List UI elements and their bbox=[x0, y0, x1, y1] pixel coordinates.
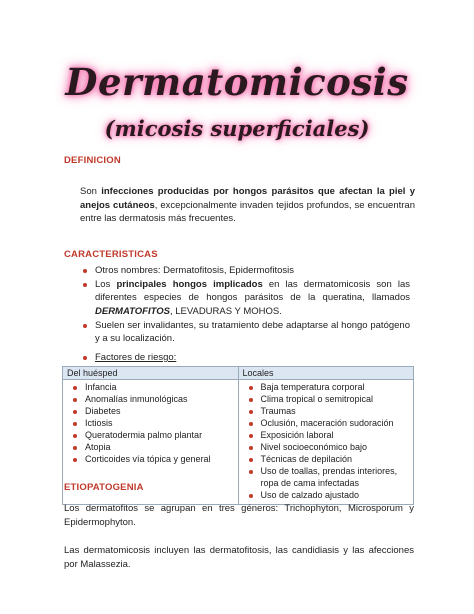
list-item: Uso de calzado ajustado bbox=[241, 489, 412, 501]
etiopatogenia-paragraph-1: Los dermatofitos se agrupan en tres géneros: Trichophyton, Microsporum y Epidermophyton. bbox=[64, 503, 414, 528]
definicion-text-end: , excepcionalmente invaden tejidos profundos, se encuentran entre las dermatosis más frecuentes. bbox=[80, 199, 415, 224]
list-item: Baja temperatura corporal bbox=[241, 381, 412, 393]
list-item: Técnicas de depilación bbox=[241, 453, 412, 465]
factores-de-riesgo-label: Factores de riesgo: bbox=[95, 352, 177, 363]
caracteristicas-list bbox=[80, 264, 410, 345]
table-header-row bbox=[63, 367, 414, 380]
host-factors-list bbox=[65, 381, 236, 465]
list-item: Atopia bbox=[65, 441, 236, 453]
local-factors-list bbox=[241, 381, 412, 501]
column-header-locales: Locales bbox=[238, 367, 414, 380]
column-header-huesped: Del huésped bbox=[63, 367, 239, 380]
definicion-bold: infecciones producidas por hongos parásitos que afectan la piel y anejos cutáneos bbox=[80, 186, 416, 211]
list-item: Diabetes bbox=[65, 405, 236, 417]
caracteristica-hongos-pre: Los bbox=[95, 279, 117, 291]
list-item: Nivel socioeconómico bajo bbox=[241, 441, 412, 453]
list-item bbox=[80, 278, 410, 318]
list-item: Uso de toallas, prendas interiores, ropa de cama infectadas bbox=[241, 465, 412, 489]
list-item: Ictiosis bbox=[65, 417, 236, 429]
page-subtitle: (micosis superficiales) bbox=[104, 116, 370, 141]
caracteristica-hongos-bold: principales hongos implicados bbox=[116, 279, 263, 291]
list-item: Infancia bbox=[65, 381, 236, 393]
section-heading-definicion: DEFINICION bbox=[64, 155, 121, 166]
local-factors-cell bbox=[238, 380, 414, 505]
definicion-paragraph bbox=[80, 185, 415, 226]
caracteristica-hongos-post: , LEVADURAS Y MOHOS. bbox=[169, 305, 282, 317]
list-item: Corticoides vía tópica y general bbox=[65, 453, 236, 465]
caracteristica-dermatofitos: DERMATOFITOS bbox=[95, 305, 170, 317]
list-item: Oclusión, maceración sudoración bbox=[241, 417, 412, 429]
caracteristica-otros-nombres: Otros nombres: Dermatofitosis, Epidermofitosis bbox=[95, 265, 295, 276]
list-item bbox=[80, 264, 410, 277]
list-item: Anomalías inmunológicas bbox=[65, 393, 236, 405]
list-item bbox=[80, 351, 410, 364]
list-item: Traumas bbox=[241, 405, 412, 417]
list-item bbox=[80, 319, 410, 345]
factores-list bbox=[80, 351, 410, 364]
etiopatogenia-paragraph-2: Las dermatomicosis incluyen las dermatofitosis, las candidiasis y las afecciones por Malassezia. bbox=[64, 545, 414, 570]
caracteristica-tratamiento: Suelen ser invalidantes, su tratamiento debe adaptarse al hongo patógeno y a su localización. bbox=[95, 319, 410, 345]
section-heading-etiopatogenia: ETIOPATOGENIA bbox=[64, 482, 144, 493]
list-item: Queratodermia palmo plantar bbox=[65, 429, 236, 441]
section-heading-caracteristicas: CARACTERISTICAS bbox=[64, 249, 158, 260]
list-item: Clima tropical o semitropical bbox=[241, 393, 412, 405]
list-item: Exposición laboral bbox=[241, 429, 412, 441]
page-title: Dermatomicosis bbox=[65, 60, 409, 104]
definicion-text-start: Son bbox=[80, 186, 102, 197]
caracteristica-hongos-mid: en las dermatomicosis son las diferentes especies de hongos parásitos de la queratina, llamados bbox=[95, 279, 410, 304]
